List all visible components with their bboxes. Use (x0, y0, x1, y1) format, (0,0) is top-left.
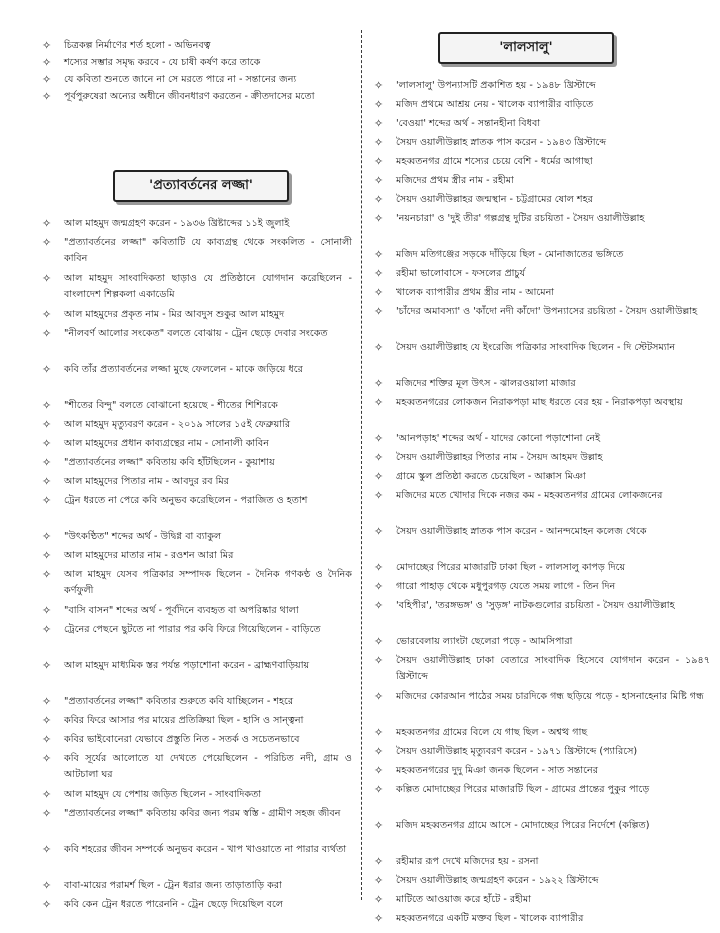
list-item-text: "উৎকণ্ঠিত" শব্দের অর্থ - উদ্বিগ্ন বা ব্যাকুল (64, 531, 222, 542)
list-item (374, 634, 710, 650)
diamond-bullet-icon: ✧ (374, 396, 384, 409)
diamond-bullet-icon: ✧ (374, 635, 384, 648)
list-item (42, 897, 352, 913)
diamond-bullet-icon: ✧ (374, 432, 384, 445)
list-item-text: যে কবিতা শুনতে জানে না সে মরতে পারে না - সন্তানের জন্য (64, 74, 297, 85)
list-item-text: রহীমা ভালোবাসে - ফসলের প্রাচুর্য (396, 268, 526, 279)
list-item (42, 622, 352, 638)
list-item (42, 307, 352, 323)
diamond-bullet-icon: ✧ (374, 193, 384, 206)
list-item-text: মজিদের মতে খোদার দিকে নজর কম - মহব্বতনগর গ্রামের লোকজনের (396, 490, 663, 501)
list-item-text: মহব্বতনগর গ্রামের বিলে যে গাছ ছিল - অশ্বত্থ গাছ (396, 727, 588, 738)
section-heading-prottaborton (113, 170, 289, 202)
list-item (42, 55, 352, 71)
section-heading-text: 'প্রত্যাবর্তনের লজ্জা' (149, 177, 253, 193)
list-item-text: মজিদ মতিগঞ্জের সড়কে দাঁড়িয়ে ছিল - মোনাজাতের ভঙ্গিতে (396, 249, 624, 260)
list-item (374, 579, 710, 595)
list-item (374, 266, 710, 282)
list-item (42, 806, 352, 822)
list-item-text: সৈয়দ ওয়ালীউল্লাহ ঢাকা বেতারে সাংবাদিক হিসেবে যোগদান করেন - ১৯৪৭ খ্রিস্টাব্দে (396, 655, 710, 682)
diamond-bullet-icon: ✧ (42, 898, 52, 911)
list-item-text: ট্রেনের পেছনে ছুটতে না পারার পর কবি ফিরে গিয়েছিলেন - বাড়িতে (64, 624, 321, 635)
diamond-bullet-icon: ✧ (374, 855, 384, 868)
diamond-bullet-icon: ✧ (374, 305, 384, 318)
list-item-text: চিত্রকল্প নির্মাণের শর্ত হলো - অভিনবত্ব (64, 40, 211, 51)
list-item-text: ট্রেন ধরতে না পেরে কবি অনুভব করেছিলেন - পরাজিত ও হতাশ (64, 495, 308, 506)
list-item (42, 548, 352, 564)
list-item (374, 154, 710, 170)
list-item-text: আল মাহমুদ যে পেশায় জড়িত ছিলেন - সাংবাদিকতা (64, 789, 262, 800)
list-item (374, 782, 710, 798)
diamond-bullet-icon: ✧ (42, 623, 52, 636)
list-item (42, 787, 352, 803)
diamond-bullet-icon: ✧ (374, 470, 384, 483)
list-item (42, 751, 352, 782)
list-item (42, 216, 352, 232)
diamond-bullet-icon: ✧ (374, 267, 384, 280)
diamond-bullet-icon: ✧ (374, 155, 384, 168)
list-item-text: সৈয়দ ওয়ালীউল্লাহ স্নাতক পাস করেন - আনন্দমোহন কলেজ থেকে (396, 526, 647, 537)
list-item (374, 395, 710, 411)
diamond-bullet-icon: ✧ (42, 399, 52, 412)
list-item-text: "প্রত্যাবর্তনের লজ্জা" কবিতাটি যে কাব্যগ্রন্থ থেকে সংকলিত - সোনালী কাবিন (64, 237, 352, 264)
diamond-bullet-icon: ✧ (42, 475, 52, 488)
list-item-text: আল মাহমুদ মৃত্যুবরণ করেন - ২০১৯ সালের ১৫ই ফেব্রুয়ারি (64, 419, 291, 430)
list-item (374, 116, 710, 132)
diamond-bullet-icon: ✧ (42, 308, 52, 321)
list-item-text: শস্যের সম্ভার সমৃদ্ধ করবে - যে চাষী কর্ষণ করে তাকে (64, 57, 261, 68)
list-item-text: কবি শহরের জীবন সম্পর্কে অনুভব করেন - খাপ খাওয়াতে না পারার ব্যর্থতা (64, 844, 347, 855)
list-item (374, 854, 710, 870)
diamond-bullet-icon: ✧ (42, 217, 52, 230)
list-item-text: "প্রত্যাবর্তনের লজ্জা" কবিতায় কবির জন্য পরম স্বস্তি - গ্রামীণ সহজ জীবন (64, 808, 341, 819)
list-item (42, 694, 352, 710)
list-item (42, 658, 352, 674)
list-item-text: মজিদ প্রথমে আশ্রয় নেয় - খালেক ব্যাপারীর বাড়িতে (396, 99, 594, 110)
list-item-text: রহীমার রূপ দেখে মজিদের হয় - রসনা (396, 856, 539, 867)
diamond-bullet-icon: ✧ (374, 79, 384, 92)
diamond-bullet-icon: ✧ (374, 341, 384, 354)
list-item-text: 'বেওয়া' শব্দের অর্থ - সন্তানহীনা বিধবা (396, 118, 541, 129)
diamond-bullet-icon: ✧ (374, 489, 384, 502)
list-item (374, 247, 710, 263)
diamond-bullet-icon: ✧ (42, 56, 52, 69)
diamond-bullet-icon: ✧ (374, 764, 384, 777)
diamond-bullet-icon: ✧ (374, 874, 384, 887)
list-item (374, 376, 710, 392)
list-item-text: আল মাহমুদ মাধ্যমিক স্তর পর্যন্ত পড়াশোনা করেন - ব্রাহ্মণবাড়িয়ায় (64, 660, 310, 671)
list-item-text: কল্পিত মোদাচ্ছের পিরের মাজারটি ছিল - গ্রামের প্রান্তের পুকুর পাড়ে (396, 784, 650, 795)
list-item (374, 818, 710, 834)
list-item-text: 'চাঁদের অমাবস্যা' ও 'কাঁদো নদী কাঁদো' উপন্যাসের রচয়িতা - সৈয়দ ওয়ালীউল্লাহ (396, 306, 698, 317)
list-item-text: পূর্বপুরুষেরা অন্যের অধীনে জীবনধারণ করতেন - ক্রীতদাসের মতো (64, 91, 315, 102)
list-item-text: গ্রামে স্কুল প্রতিষ্ঠা করতে চেয়েছিল - আক্কাস মিঞা (396, 471, 586, 482)
diamond-bullet-icon: ✧ (374, 451, 384, 464)
diamond-bullet-icon: ✧ (374, 117, 384, 130)
list-item-text: 'লালসালু' উপন্যাসটি প্রকাশিত হয় - ১৯৪৮ খ্রিস্টাব্দে (396, 80, 596, 91)
list-item-text: কবির ভাইবোনেরা যেভাবে প্রস্তুতি নিত - সতর্ক ও সচেতনভাবে (64, 734, 300, 745)
list-item-text: মজিদের শক্তির মূল উৎস - ঝালরওয়ালা মাজার (396, 378, 576, 389)
diamond-bullet-icon: ✧ (42, 733, 52, 746)
list-item-text: 'বহিপীর', 'তরঙ্গভঙ্গ' ও 'সুড়ঙ্গ' নাটকগুলোর রচয়িতা - সৈয়দ ওয়ালীউল্লাহ (396, 600, 675, 611)
diamond-bullet-icon: ✧ (374, 248, 384, 261)
list-item (374, 173, 710, 189)
diamond-bullet-icon: ✧ (374, 783, 384, 796)
list-item-text: আল মাহমুদ যেসব পত্রিকার সম্পাদক ছিলেন - দৈনিক গণকণ্ঠ ও দৈনিক কর্ণফুলী (64, 569, 352, 596)
list-item (42, 842, 352, 858)
list-item (374, 873, 710, 889)
list-item-text: আল মাহমুদ সাংবাদিকতা ছাড়াও যে প্রতিষ্ঠানে যোগদান করেছিলেন - বাংলাদেশ শিল্পকলা একাডেমি (64, 273, 352, 300)
list-item-text: সৈয়দ ওয়ালীউল্লাহ মৃত্যুবরণ করেন - ১৯৭১ খ্রিস্টাব্দে (প্যারিসে) (396, 746, 638, 757)
list-item-text: সৈয়দ ওয়ালীউল্লাহ স্নাতক পাস করেন - ১৯৪৩ খ্রিস্টাব্দে (396, 137, 607, 148)
list-item (374, 911, 710, 927)
list-item-text: মহব্বতনগরের লোকজন নিরাকপড়া মাছ ধরতে বের হয় - নিরাকপড়া অবস্থায় (396, 397, 683, 408)
diamond-bullet-icon: ✧ (374, 286, 384, 299)
diamond-bullet-icon: ✧ (42, 879, 52, 892)
diamond-bullet-icon: ✧ (42, 363, 52, 376)
diamond-bullet-icon: ✧ (42, 39, 52, 52)
diamond-bullet-icon: ✧ (42, 695, 52, 708)
list-item (374, 469, 710, 485)
diamond-bullet-icon: ✧ (42, 752, 52, 765)
diamond-bullet-icon: ✧ (42, 843, 52, 856)
list-item-text: "বাসি বাসন" শব্দের অর্থ - পূর্বদিনে ব্যবহৃত বা অপরিষ্কার থালা (64, 605, 299, 616)
column-divider (361, 30, 362, 900)
diamond-bullet-icon: ✧ (42, 530, 52, 543)
list-item-text: "প্রত্যাবর্তনের লজ্জা" কবিতায় কবি হাঁটছিলেন - কুয়াশায় (64, 457, 275, 468)
list-item (374, 431, 710, 447)
list-item (374, 192, 710, 208)
diamond-bullet-icon: ✧ (42, 73, 52, 86)
list-item-text: 'নয়নচারা' ও 'দুই তীর' গল্পগ্রন্থ দুটির রচয়িতা - সৈয়দ ওয়ালীউল্লাহ (396, 213, 645, 224)
diamond-bullet-icon: ✧ (42, 604, 52, 617)
list-item (42, 529, 352, 545)
list-item-text: মোদাচ্ছের পিরের মাজারটি ঢাকা ছিল - লালসালু কাপড় দিয়ে (396, 562, 626, 573)
list-item (42, 417, 352, 433)
list-item (374, 78, 710, 94)
list-item-text: সৈয়দ ওয়ালীউল্লাহর পিতার নাম - সৈয়দ আহমদ উল্লাহ (396, 452, 603, 463)
diamond-bullet-icon: ✧ (374, 212, 384, 225)
list-item-text: আল মাহমুদ জন্মগ্রহণ করেন - ১৯৩৬ খ্রিষ্টাব্দের ১১ই জুলাই (64, 218, 290, 229)
list-item (42, 89, 352, 105)
section-heading-lalsalu (438, 32, 614, 64)
diamond-bullet-icon: ✧ (374, 654, 384, 667)
list-item (374, 744, 710, 760)
diamond-bullet-icon: ✧ (374, 98, 384, 111)
list-item (374, 450, 710, 466)
list-item (42, 493, 352, 509)
diamond-bullet-icon: ✧ (374, 912, 384, 925)
list-item-text: খালেক ব্যাপারীর প্রথম স্ত্রীর নাম - আমেনা (396, 287, 555, 298)
diamond-bullet-icon: ✧ (374, 580, 384, 593)
list-item (42, 362, 352, 378)
list-item (42, 732, 352, 748)
diamond-bullet-icon: ✧ (374, 745, 384, 758)
list-item (42, 326, 352, 342)
list-item-text: মজিদের প্রথম স্ত্রীর নাম - রহীমা (396, 175, 514, 186)
list-item (374, 97, 710, 113)
list-item (374, 560, 710, 576)
list-item-text: মজিদ মহব্বতনগর গ্রামে আসে - মোদাচ্ছের পিরের নির্দেশে (কল্পিত) (396, 820, 650, 831)
list-item-text: মাটিতে আওয়াজ করে হাঁটে - রহীমা (396, 894, 532, 905)
list-item-text: আল মাহমুদের প্রধান কাব্যগ্রন্থের নাম - সোনালী কাবিন (64, 438, 269, 449)
list-item-text: বাবা-মায়ের পরামর্শ ছিল - ট্রেন ধরার জন্য তাড়াতাড়ি করা (64, 880, 282, 891)
list-item-text: "প্রত্যাবর্তনের লজ্জা" কবিতার শুরুতে কবি যাচ্ছিলেন - শহরে (64, 696, 294, 707)
list-item-text: কবির ফিরে আসার পর মায়ের প্রতিক্রিয়া ছিল - হাসি ও সান্ত্বনা (64, 715, 304, 726)
list-item-text: কবি তাঁর প্রত্যাবর্তনের লজ্জা মুছে ফেললেন - মাকে জড়িয়ে ধরে (64, 364, 303, 375)
diamond-bullet-icon: ✧ (42, 272, 52, 285)
list-item-text: আল মাহমুদের মাতার নাম - রওশন আরা মির (64, 550, 234, 561)
diamond-bullet-icon: ✧ (42, 437, 52, 450)
diamond-bullet-icon: ✧ (374, 377, 384, 390)
list-item (374, 211, 710, 227)
section-heading-text: 'লালসালু' (499, 39, 553, 55)
list-item-text: গারো পাহাড় থেকে মধুপুরগড় যেতে সময় লাগে - তিন দিন (396, 581, 616, 592)
list-item-text: "শীতের বিন্দু" বলতে বোঝানো হয়েছে - শীতের শিশিরকে (64, 400, 278, 411)
list-item (42, 398, 352, 414)
diamond-bullet-icon: ✧ (42, 236, 52, 249)
diamond-bullet-icon: ✧ (42, 659, 52, 672)
list-item (42, 436, 352, 452)
list-item (42, 878, 352, 894)
list-item (374, 725, 710, 741)
list-item (42, 38, 352, 54)
diamond-bullet-icon: ✧ (42, 549, 52, 562)
diamond-bullet-icon: ✧ (374, 690, 384, 703)
list-item (374, 340, 710, 356)
list-item-text: কবি কেন ট্রেন ধরতে পারেননি - ট্রেন ছেড়ে দিয়েছিল বলে (64, 899, 283, 910)
diamond-bullet-icon: ✧ (42, 568, 52, 581)
diamond-bullet-icon: ✧ (42, 807, 52, 820)
list-item-text: কবি সূর্যের আলোতে যা দেখতে পেয়েছিলেন - পরিচিত নদী, গ্রাম ও আটচালা ঘর (64, 753, 352, 780)
list-item (42, 603, 352, 619)
list-item (374, 689, 710, 705)
diamond-bullet-icon: ✧ (374, 174, 384, 187)
list-item-text: মজিদের কোরআন পাঠের সময় চারদিকে গন্ধ ছড়িয়ে পড়ে - হাসনাহেনার মিষ্টি গন্ধ (396, 691, 704, 702)
list-item (374, 488, 710, 504)
list-item (374, 892, 710, 908)
list-item (374, 285, 710, 301)
diamond-bullet-icon: ✧ (374, 726, 384, 739)
list-item (374, 763, 710, 779)
list-item (42, 474, 352, 490)
diamond-bullet-icon: ✧ (374, 819, 384, 832)
list-item (42, 567, 352, 598)
list-item-text: ভোরবেলায় ল্যাংটা ছেলেরা পড়ে - আমসিপারা (396, 636, 573, 647)
list-item (42, 271, 352, 302)
diamond-bullet-icon: ✧ (374, 599, 384, 612)
list-item-text: "নীলবর্ণ আলোর সংকেত" বলতে বোঝায় - ট্রেন ছেড়ে দেবার সংকেত (64, 328, 328, 339)
list-item (374, 304, 710, 320)
diamond-bullet-icon: ✧ (42, 418, 52, 431)
diamond-bullet-icon: ✧ (42, 714, 52, 727)
diamond-bullet-icon: ✧ (42, 456, 52, 469)
diamond-bullet-icon: ✧ (42, 327, 52, 340)
list-item-text: মহব্বতনগরের দুদু মিঞা জনক ছিলেন - সাত সন্তানের (396, 765, 599, 776)
diamond-bullet-icon: ✧ (42, 788, 52, 801)
list-item-text: সৈয়দ ওয়ালীউল্লাহর জন্মস্থান - চট্টগ্রামের ষোল শহর (396, 194, 593, 205)
list-item-text: মহব্বতনগর গ্রামে শস্যের চেয়ে বেশি - ধর্মের আগাছা (396, 156, 593, 167)
diamond-bullet-icon: ✧ (42, 494, 52, 507)
diamond-bullet-icon: ✧ (374, 136, 384, 149)
list-item (42, 235, 352, 266)
diamond-bullet-icon: ✧ (374, 561, 384, 574)
list-item-text: আল মাহমুদের পিতার নাম - আবদুর রব মির (64, 476, 229, 487)
list-item (374, 598, 710, 614)
list-item-text: মহব্বতনগরে একটি মক্তব ছিল - খালেক ব্যাপারীর (396, 913, 584, 924)
list-item (374, 653, 710, 684)
list-item (42, 455, 352, 471)
list-item (42, 72, 352, 88)
list-item-text: 'আনপড়াহ' শব্দের অর্থ - যাদের কোনো পড়াশোনা নেই (396, 433, 601, 444)
list-item (374, 524, 710, 540)
list-item-text: সৈয়দ ওয়ালীউল্লাহ যে ইংরেজি পত্রিকার সাংবাদিক ছিলেন - দি স্টেটসম্যান (396, 342, 676, 353)
list-item (42, 713, 352, 729)
diamond-bullet-icon: ✧ (42, 90, 52, 103)
list-item (374, 135, 710, 151)
diamond-bullet-icon: ✧ (374, 525, 384, 538)
list-item-text: সৈয়দ ওয়ালীউল্লাহ জন্মগ্রহণ করেন - ১৯২২ খ্রিস্টাব্দে (396, 875, 599, 886)
diamond-bullet-icon: ✧ (374, 893, 384, 906)
list-item-text: আল মাহমুদের প্রকৃত নাম - মির আবদুস শুকুর আল মাহমুদ (64, 309, 285, 320)
